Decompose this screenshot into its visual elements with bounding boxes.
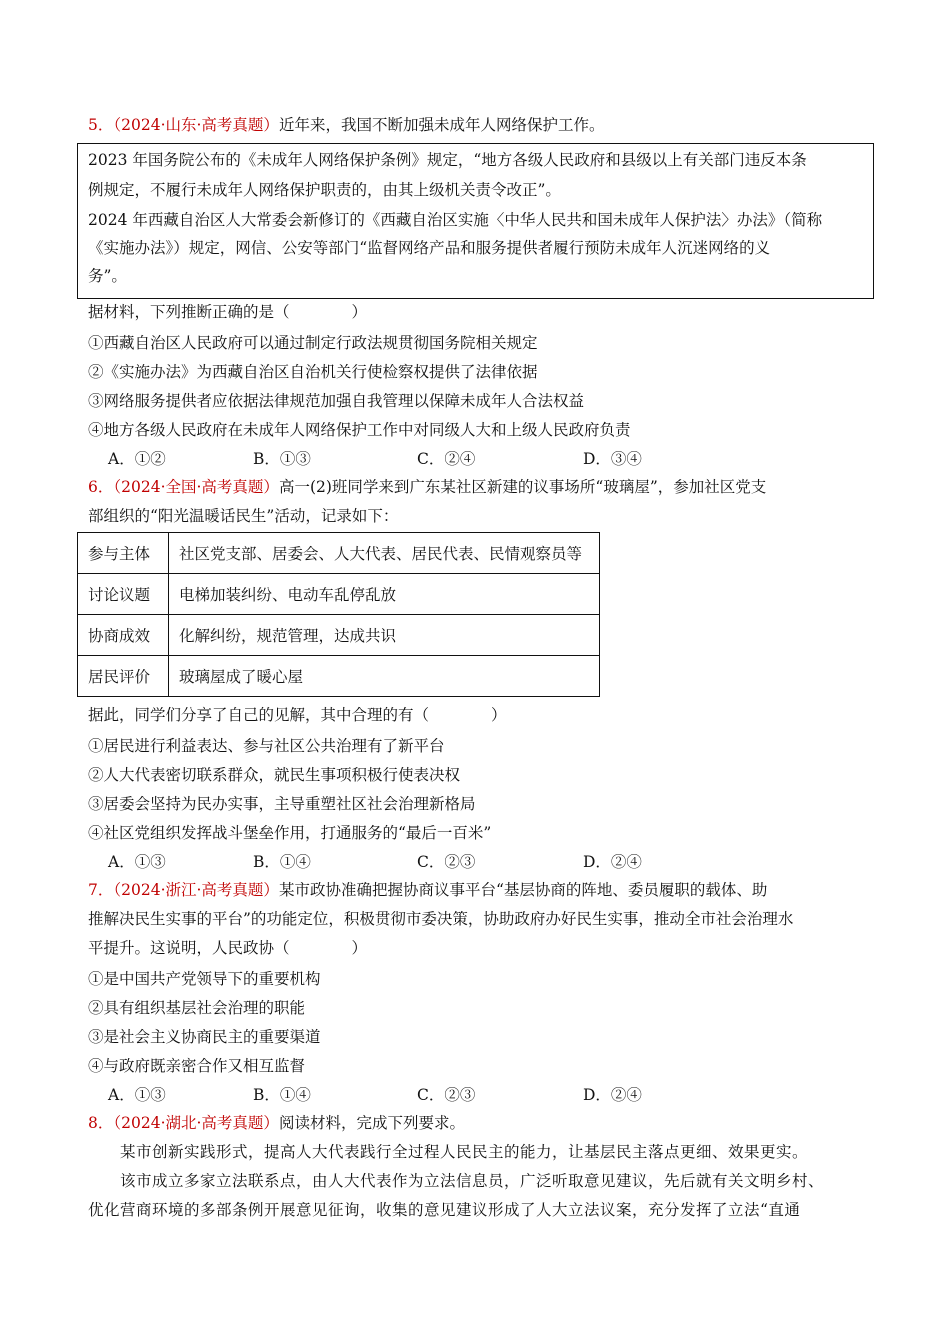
table-value: 化解纠纷，规范管理，达成共识 <box>169 615 600 656</box>
q5-option-c[interactable]: C．②④ <box>417 450 476 468</box>
table-row <box>78 533 600 574</box>
q5-source: （2024·山东·高考真题） <box>113 116 279 134</box>
table-row <box>78 615 600 656</box>
q5-question: 据材料，下列推断正确的是（ ） <box>88 303 368 321</box>
q7-option-a[interactable]: A．①③ <box>108 1086 166 1104</box>
q8-stem: 阅读材料，完成下列要求。 <box>278 1114 465 1132</box>
q8-paragraph-2-cont: 优化营商环境的多部条例开展意见征询，收集的意见建议形成了人大立法议案，充分发挥了立法“直通 <box>88 1201 801 1219</box>
q7-statement: ③是社会主义协商民主的重要渠道 <box>88 1028 321 1046</box>
table-value: 社区党支部、居委会、人大代表、居民代表、民情观察员等 <box>169 533 600 574</box>
q5-material-line: 务”。 <box>88 267 127 285</box>
q6-option-d[interactable]: D．②④ <box>583 853 642 871</box>
q6-header <box>88 477 766 497</box>
q7-option-d[interactable]: D．②④ <box>583 1086 642 1104</box>
q5-material-box <box>77 143 874 299</box>
q7-statement: ②具有组织基层社会治理的职能 <box>88 999 306 1017</box>
table-key: 讨论议题 <box>78 574 169 615</box>
q5-header <box>88 115 604 135</box>
q7-stem-line3: 平提升。这说明，人民政协（ ） <box>88 939 368 957</box>
q8-header <box>88 1113 465 1133</box>
q5-statement: ④地方各级人民政府在未成年人网络保护工作中对同级人大和上级人民政府负责 <box>88 421 631 439</box>
q5-material-line: 2023 年国务院公布的《未成年人网络保护条例》规定，“地方各级人民政府和县级以上有关部门违反本条 <box>88 151 807 169</box>
q8-source: （2024·湖北·高考真题） <box>113 1114 279 1132</box>
q6-statement: ③居委会坚持为民办实事，主导重塑社区社会治理新格局 <box>88 795 476 813</box>
q7-stem-line2: 推解决民生实事的平台”的功能定位，积极贯彻市委决策，协助政府办好民生实事，推动全市社会治理水 <box>88 910 794 928</box>
q7-source: （2024·浙江·高考真题） <box>113 881 279 899</box>
table-value: 玻璃屋成了暖心屋 <box>169 656 600 697</box>
q5-option-d[interactable]: D．③④ <box>583 450 642 468</box>
table-row <box>78 574 600 615</box>
q5-option-a[interactable]: A．①② <box>108 450 166 468</box>
q5-material-line: 例规定，不履行未成年人网络保护职责的，由其上级机关责令改正”。 <box>88 181 561 199</box>
q8-paragraph-2: 该市成立多家立法联系点，由人大代表作为立法信息员，广泛听取意见建议，先后就有关文明乡村、 <box>120 1172 825 1190</box>
q6-statement: ②人大代表密切联系群众，就民生事项积极行使表决权 <box>88 766 461 784</box>
table-key: 居民评价 <box>78 656 169 697</box>
q6-record-table <box>77 532 600 697</box>
q6-statement: ①居民进行利益表达、参与社区公共治理有了新平台 <box>88 737 445 755</box>
table-value: 电梯加装纠纷、电动车乱停乱放 <box>169 574 600 615</box>
q6-stem-line2: 部组织的“阳光温暖话民生”活动，记录如下： <box>88 507 399 525</box>
q5-statement: ②《实施办法》为西藏自治区自治机关行使检察权提供了法律依据 <box>88 363 538 381</box>
q6-option-b[interactable]: B．①④ <box>253 853 311 871</box>
table-row <box>78 656 600 697</box>
q6-statement: ④社区党组织发挥战斗堡垒作用，打通服务的“最后一百米” <box>88 824 492 842</box>
q6-option-a[interactable]: A．①③ <box>108 853 166 871</box>
q7-number: 7． <box>88 881 114 899</box>
q7-option-c[interactable]: C．②③ <box>417 1086 476 1104</box>
q7-statement: ①是中国共产党领导下的重要机构 <box>88 970 321 988</box>
q6-source: （2024·全国·高考真题） <box>113 478 279 496</box>
q5-statement: ③网络服务提供者应依据法律规范加强自我管理以保障未成年人合法权益 <box>88 392 585 410</box>
table-key: 参与主体 <box>78 533 169 574</box>
q7-statement: ④与政府既亲密合作又相互监督 <box>88 1057 306 1075</box>
q5-stem: 近年来，我国不断加强未成年人网络保护工作。 <box>278 116 605 134</box>
q5-option-b[interactable]: B．①③ <box>253 450 311 468</box>
table-key: 协商成效 <box>78 615 169 656</box>
q6-stem: 高一(2)班同学来到广东某社区新建的议事场所“玻璃屋”，参加社区党支 <box>278 478 767 496</box>
q7-option-b[interactable]: B．①④ <box>253 1086 311 1104</box>
q8-paragraph-1: 某市创新实践形式，提高人大代表践行全过程人民民主的能力，让基层民主落点更细、效果更实。 <box>120 1143 809 1161</box>
q6-question: 据此，同学们分享了自己的见解，其中合理的有（ ） <box>88 706 507 724</box>
q6-option-c[interactable]: C．②③ <box>417 853 476 871</box>
q8-number: 8． <box>88 1114 114 1132</box>
q5-number: 5． <box>88 116 114 134</box>
q6-number: 6． <box>88 478 114 496</box>
q5-material-line: 2024 年西藏自治区人大常委会新修订的《西藏自治区实施〈中华人民共和国未成年人保护法〉办法》（简称 <box>88 211 823 229</box>
q5-statement: ①西藏自治区人民政府可以通过制定行政法规贯彻国务院相关规定 <box>88 334 538 352</box>
q7-stem: 某市政协准确把握协商议事平台“基层协商的阵地、委员履职的载体、助 <box>278 881 768 899</box>
q7-header <box>88 880 767 900</box>
q5-material-line: 《实施办法》）规定，网信、公安等部门“监督网络产品和服务提供者履行预防未成年人沉迷网络的义 <box>88 239 771 257</box>
